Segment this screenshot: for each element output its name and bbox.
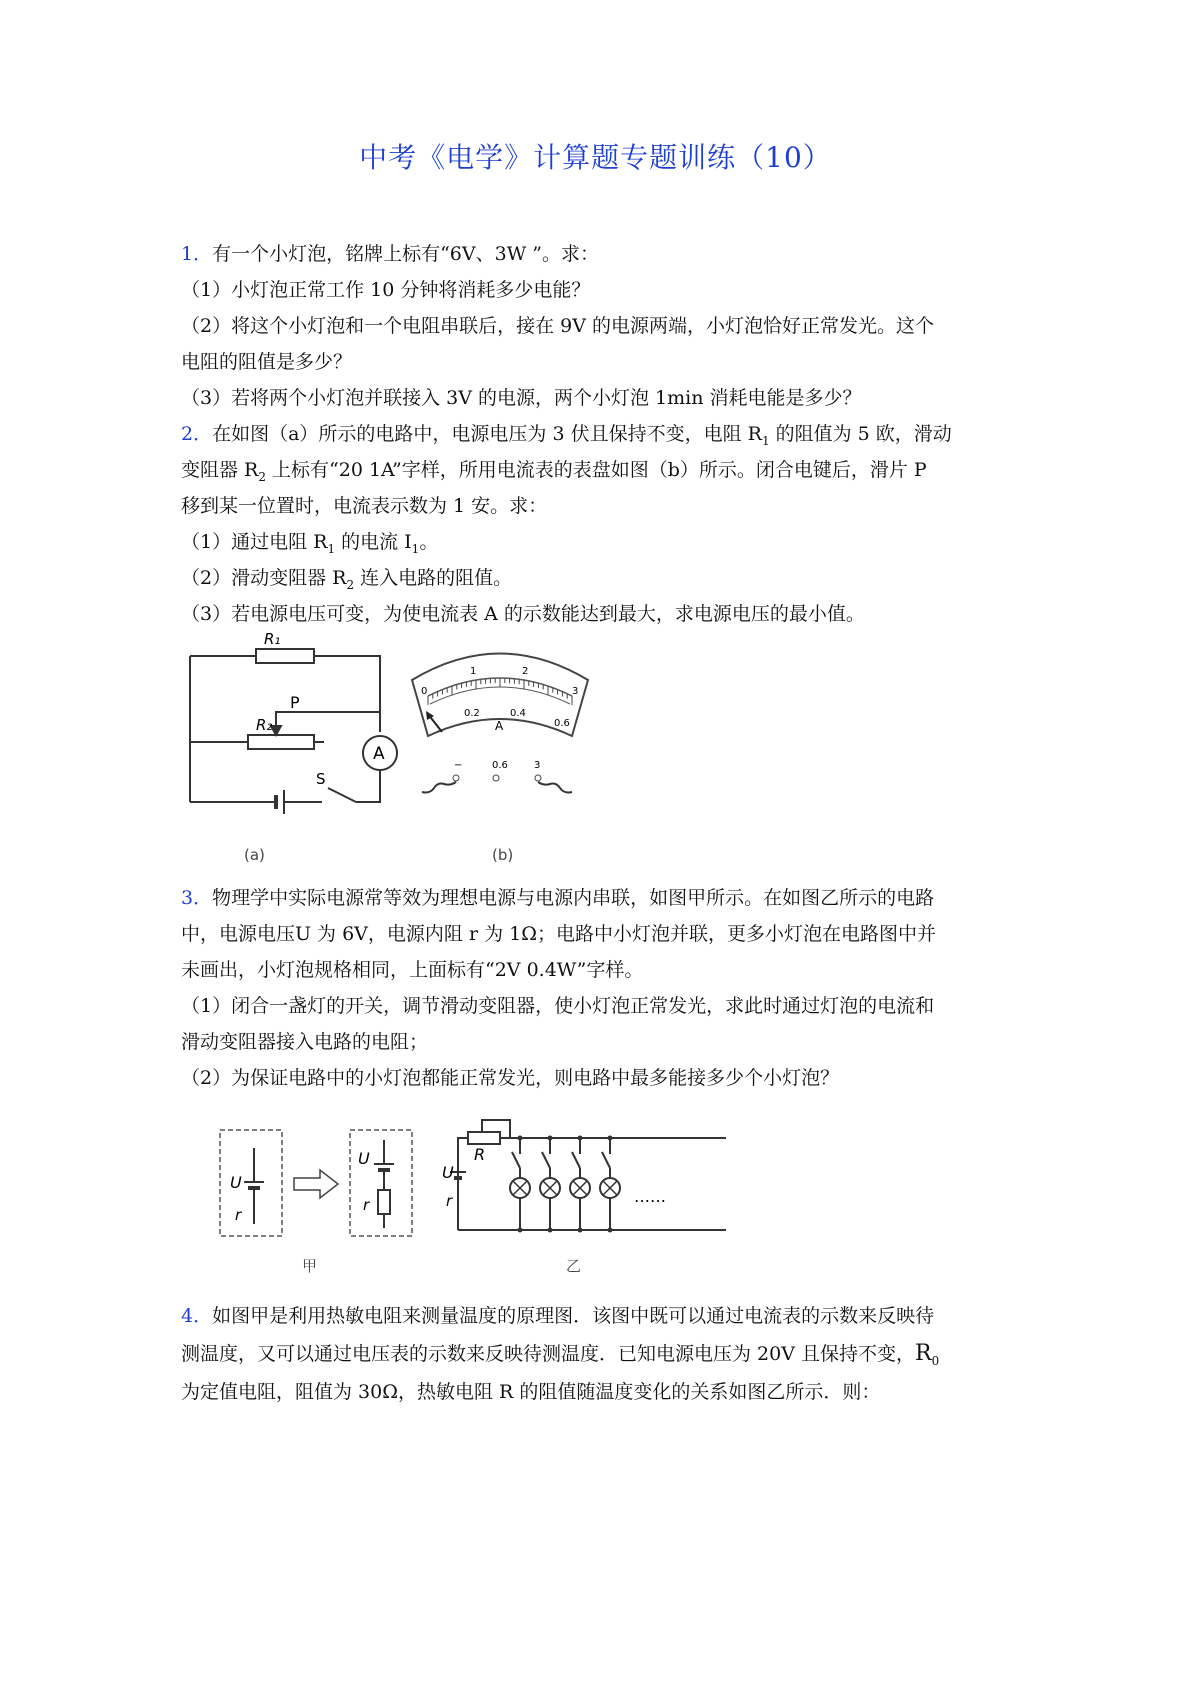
q2-line3: 移到某一位置时，电流表示数为 1 安。求： — [181, 495, 548, 517]
jia-label-r-right: r — [363, 1196, 370, 1214]
yi-rheostat — [468, 1132, 500, 1144]
q2-line2: 变阻器 $R_2$ 上标有“20 1A”字样，所用电流表的表盘如图（b）所示。闭合电键后，滑片 P — [181, 459, 927, 484]
q2-part1: （1）通过电阻 $R_1$ 的电流 $I_1$。 — [181, 531, 439, 556]
slider-wire — [276, 712, 380, 735]
q1-stem: 1．有一个小灯泡，铭牌上标有“6V、3W ”。求： — [181, 243, 599, 265]
q4-line3: 为定值电阻，阻值为 30Ω，热敏电阻 R 的阻值随温度变化的关系如图乙所示．则： — [181, 1381, 881, 1403]
q1-number: 1． — [181, 243, 213, 265]
q1-part2-line1: （2）将这个小灯泡和一个电阻串联后，接在 9V 的电源两端，小灯泡恰好正常发光。这个 — [181, 315, 934, 337]
q4-number: 4． — [181, 1305, 213, 1327]
caption-b: (b) — [492, 846, 514, 864]
yi-lamps — [510, 1136, 620, 1233]
dial-bottom-06: 0.6 — [554, 718, 570, 729]
q3-part1-line1: （1）闭合一盏灯的开关，调节滑动变阻器，使小灯泡正常发光，求此时通过灯泡的电流和 — [181, 995, 935, 1017]
q3-figure — [210, 1108, 730, 1278]
q4-line2: 测温度，又可以通过电压表的示数来反映待测温度．已知电源电压为 20V 且保持不变，$R_0$ — [181, 1341, 940, 1368]
q3-line1: 3．物理学中实际电源常等效为理想电源与电源内串联，如图甲所示。在如图乙所示的电路 — [181, 887, 935, 909]
jia-label-r-left: r — [235, 1206, 242, 1224]
q3-part2: （2）为保证电路中的小灯泡都能正常发光，则电路中最多能接多少个小灯泡？ — [181, 1067, 840, 1089]
q4-line1: 4．如图甲是利用热敏电阻来测量温度的原理图．该图中既可以通过电流表的示数来反映待 — [181, 1305, 935, 1327]
dial-top-0: 0 — [421, 686, 428, 697]
q2-figure-svg — [180, 632, 620, 872]
label-ammeter: A — [373, 744, 385, 764]
q3-line3: 未画出，小灯泡规格相同，上面标有“2V 0.4W”字样。 — [181, 959, 644, 981]
dial-top-2: 2 — [522, 666, 529, 677]
jia-box-right — [350, 1130, 412, 1236]
label-r1: R₁ — [264, 632, 281, 648]
yi-label-r: r — [446, 1192, 453, 1210]
ammeter-dial-b — [412, 654, 588, 737]
terminal-06: 0.6 — [492, 760, 508, 771]
caption-a: (a) — [244, 846, 265, 864]
yi-label-u: U — [442, 1163, 454, 1182]
lamp-switch — [602, 1152, 610, 1168]
dial-top-1: 1 — [470, 666, 477, 677]
label-s: S — [316, 770, 326, 788]
switch-s — [328, 788, 356, 802]
jia-battery-right — [374, 1140, 394, 1228]
q2-figure — [180, 632, 620, 872]
label-r2: R₂ — [256, 716, 273, 734]
rheostat-r2 — [248, 735, 314, 749]
terminal-3: 3 — [534, 760, 541, 771]
q3-line2: 中，电源电压U 为 6V，电源内阻 r 为 1Ω；电路中小灯泡并联，更多小灯泡在电路图中并 — [181, 923, 936, 945]
arrow-icon — [294, 1170, 338, 1198]
dial-bottom-04: 0.4 — [510, 708, 526, 719]
jia-battery-left — [244, 1148, 264, 1224]
wire-right — [538, 782, 572, 793]
label-p: P — [290, 693, 300, 712]
caption-jia: 甲 — [302, 1257, 318, 1275]
dial-top-3: 3 — [572, 686, 579, 697]
yi-more-dots: …… — [634, 1187, 666, 1206]
q1-part3: （3）若将两个小灯泡并联接入 3V 的电源，两个小灯泡 1min 消耗电能是多少？ — [181, 387, 862, 409]
resistor-r1 — [256, 649, 314, 663]
yi-label-rheostat: R — [474, 1145, 486, 1164]
jia-label-u-right: U — [358, 1149, 370, 1168]
q3-number: 3． — [181, 887, 213, 909]
q3-figure-svg — [210, 1108, 730, 1278]
lamp-switch — [542, 1152, 550, 1168]
q2-number: 2． — [181, 423, 213, 445]
q2-part3: （3）若电源电压可变，为使电流表 A 的示数能达到最大，求电源电压的最小值。 — [181, 603, 865, 625]
dial-ticks — [428, 678, 572, 705]
dial-unit-a: A — [495, 719, 504, 733]
q2-part2: （2）滑动变阻器 $R_2$ 连入电路的阻值。 — [181, 567, 513, 592]
q3-part1-line2: 滑动变阻器接入电路的电阻； — [181, 1031, 429, 1053]
terminal-neg: − — [454, 760, 463, 771]
dial-bottom-02: 0.2 — [464, 708, 480, 719]
q1-part1: （1）小灯泡正常工作 10 分钟将消耗多少电能？ — [181, 279, 591, 301]
page-title: 中考《电学》计算题专题训练（10） — [359, 141, 832, 174]
lamp-switch — [512, 1152, 520, 1168]
wire-left — [422, 782, 456, 793]
q1-part2-line2: 电阻的阻值是多少？ — [181, 351, 353, 373]
meter-terminals — [422, 760, 572, 793]
jia-label-u-left: U — [230, 1173, 242, 1192]
q2-line1: 2．在如图（a）所示的电路中，电源电压为 3 伏且保持不变，电阻 $R_1$ 的阻值为 5 欧，滑动 — [181, 423, 952, 448]
yi-slider — [482, 1120, 510, 1138]
circuit-a — [190, 649, 397, 814]
lamp-switch — [572, 1152, 580, 1168]
yi-circuit — [450, 1120, 726, 1230]
slider-arrow — [271, 726, 281, 735]
caption-yi: 乙 — [566, 1257, 582, 1275]
